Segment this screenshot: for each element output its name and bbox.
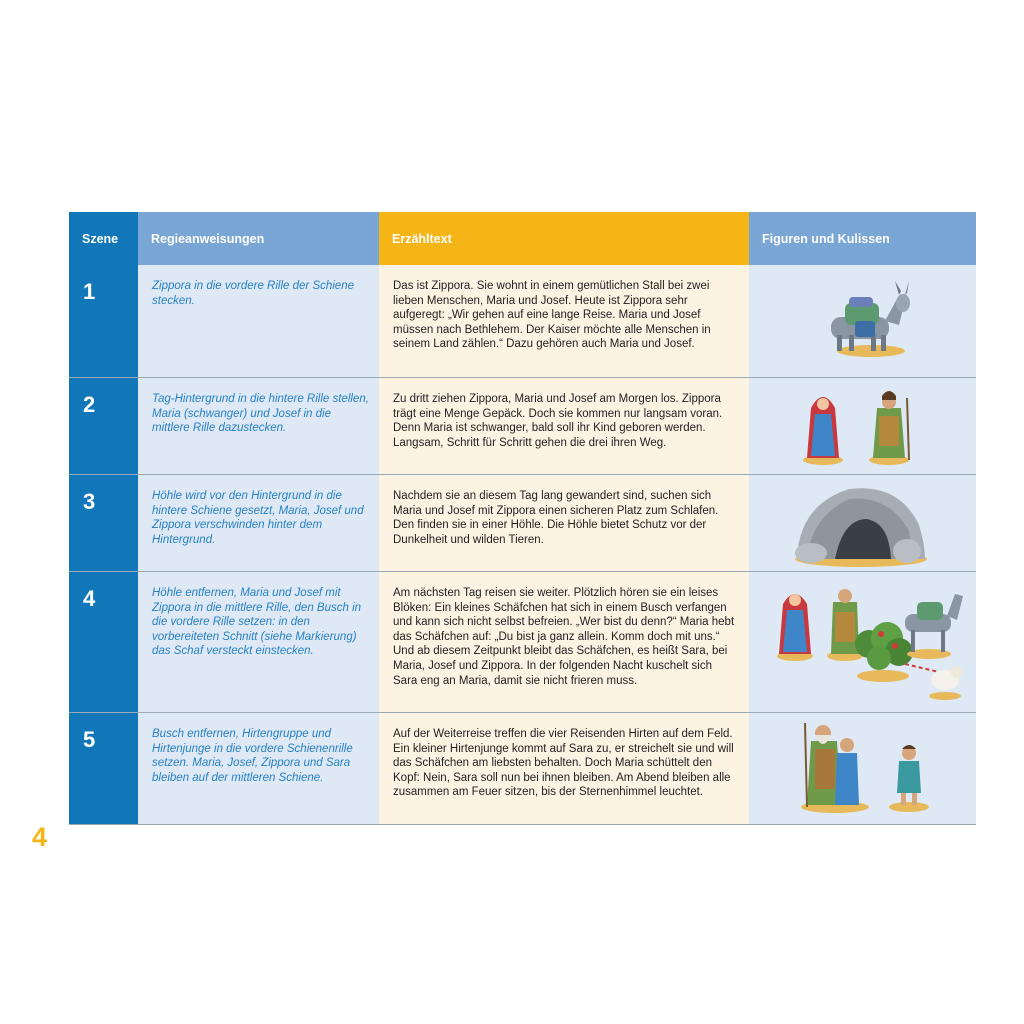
stage-directions: Tag-Hintergrund in die hintere Rille stellen, Maria (schwanger) und Josef in die mittlere Rille dazustecken. (138, 378, 379, 474)
narrative-text: Am nächsten Tag reisen sie weiter. Plötzlich hören sie ein leises Blöken: Ein kleines Schäfchen hat sich in einem Busch verfangen und kann sich nicht selbst befreien. „Wer bist du denn?“ Maria hebt das Schäfchen auf: „Du bist ja ganz allein. Komm doch mit uns.“ Und ab diesem Zeitpunkt bleibt das Schäfchen, es heißt Sara, bei Maria, Josef und Zippora. In der folgenden Nacht kuschelt sich Sara eng an Maria, damit sie nicht frieren muss. (379, 572, 749, 712)
stage-directions: Zippora in die vordere Rille der Schiene stecken. (138, 265, 379, 377)
stage-directions: Höhle wird vor den Hintergrund in die hintere Schiene gesetzt, Maria, Josef und Zippora verschwinden hinter dem Hintergrund. (138, 475, 379, 571)
narrative-text: Das ist Zippora. Sie wohnt in einem gemütlichen Stall bei zwei lieben Menschen, Maria und Josef. Heute ist Zippora sehr aufgeregt: „Wir gehen auf eine lange Reise. Maria und Josef müssen nach Bethlehem. Der Kaiser möchte alle Menschen in seinem Land zählen.“ Dazu gehören auch Maria und Josef. (379, 265, 749, 377)
header-scene: Szene (69, 212, 138, 265)
header-narrative: Erzähltext (379, 212, 749, 265)
table-row (69, 713, 976, 825)
table-row (69, 378, 976, 475)
stage-directions: Busch entfernen, Hirtengruppe und Hirtenjunge in die vordere Schienenrille setzen. Maria, Josef, Zippora und Sara bleiben auf der mittleren Schiene. (138, 713, 379, 824)
figures-cell (749, 378, 976, 474)
header-directions: Regieanweisungen (138, 212, 379, 265)
scene-number: 1 (69, 265, 138, 377)
cave-illustration (749, 475, 976, 572)
table-row (69, 475, 976, 572)
scene-table (69, 212, 976, 825)
figures-cell (749, 713, 976, 824)
table-row (69, 572, 976, 713)
narrative-text: Nachdem sie an diesem Tag lang gewandert sind, suchen sich Maria und Josef mit Zippora einen sicheren Platz zum Schlafen. Den finden sie in einer Höhle. Die Höhle bietet Schutz vor der Dunkelheit und wilden Tieren. (379, 475, 749, 571)
shepherds-illustration (749, 713, 976, 825)
table-row (69, 265, 976, 378)
scene-number: 5 (69, 713, 138, 824)
header-figures: Figuren und Kulissen (749, 212, 976, 265)
figures-cell (749, 475, 976, 571)
scene4-illustration (749, 572, 976, 713)
narrative-text: Auf der Weiterreise treffen die vier Reisenden Hirten auf dem Feld. Ein kleiner Hirtenjunge kommt auf Sara zu, er streichelt sie und will das Schäfchen am liebsten behalten. Doch Maria schüttelt den Kopf: Nein, Sara soll nun bei ihnen bleiben. Am Abend bleiben alle zusammen am Feuer sitzen, bis der Sternenhimmel leuchtet. (379, 713, 749, 824)
table-header (69, 212, 976, 265)
donkey-illustration (749, 265, 976, 378)
scene-number: 3 (69, 475, 138, 571)
stage-directions: Höhle entfernen, Maria und Josef mit Zippora in die mittlere Rille, den Busch in die vordere Rille setzen: in den vorbereiteten Schnitt (siehe Markierung) das Schaf versteckt einstecken. (138, 572, 379, 712)
narrative-text: Zu dritt ziehen Zippora, Maria und Josef am Morgen los. Zippora trägt eine Menge Gepäck. Doch sie kommen nur langsam voran. Denn Maria ist schwanger, bald soll ihr Kind geboren werden. Langsam, Schritt für Schritt gehen die drei ihren Weg. (379, 378, 749, 474)
scene-number: 4 (69, 572, 138, 712)
page-number: 4 (32, 822, 48, 852)
scene-number: 2 (69, 378, 138, 474)
maria-josef-illustration (749, 378, 976, 475)
figures-cell (749, 265, 976, 377)
figures-cell (749, 572, 976, 712)
